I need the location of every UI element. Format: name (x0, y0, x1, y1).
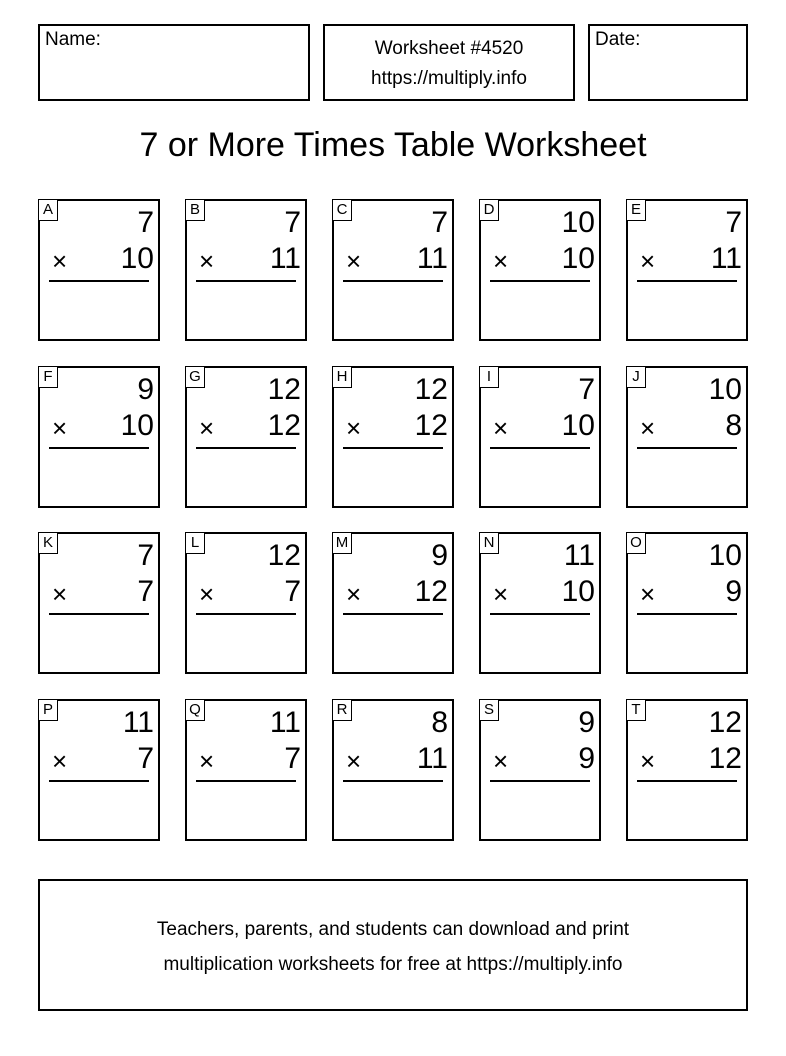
answer-line (490, 280, 590, 282)
multiplier: 8 (725, 409, 742, 442)
multiply-sign-icon: × (346, 246, 362, 276)
multiply-sign-icon: × (493, 579, 509, 609)
multiply-sign-icon: × (640, 579, 656, 609)
problem-letter: H (332, 366, 352, 388)
name-label: Name: (45, 29, 101, 50)
problem-letter: S (479, 699, 499, 721)
multiplier: 12 (267, 409, 301, 442)
worksheet-url: https://multiply.info (371, 68, 527, 89)
multiplier: 12 (414, 409, 448, 442)
answer-line (343, 613, 443, 615)
multiply-sign-icon: × (493, 413, 509, 443)
problem-card[interactable] (38, 366, 160, 508)
multiplier: 7 (137, 742, 154, 775)
multiplicand: 10 (561, 206, 595, 239)
answer-line (637, 613, 737, 615)
problem-letter: N (479, 532, 499, 554)
problem-letter: F (38, 366, 58, 388)
answer-line (637, 780, 737, 782)
multiplier: 9 (578, 742, 595, 775)
multiplier: 7 (284, 575, 301, 608)
multiplier: 11 (269, 242, 301, 275)
worksheet-number: Worksheet #4520 (374, 38, 524, 59)
worksheet-info-box (323, 24, 575, 101)
problem-card[interactable] (332, 199, 454, 341)
answer-line (637, 280, 737, 282)
multiply-sign-icon: × (199, 246, 215, 276)
multiplicand: 11 (269, 706, 301, 739)
multiply-sign-icon: × (52, 413, 68, 443)
problem-letter: P (38, 699, 58, 721)
multiplicand: 12 (708, 706, 742, 739)
problem-card[interactable] (38, 199, 160, 341)
multiply-sign-icon: × (346, 579, 362, 609)
multiplicand: 11 (563, 539, 595, 572)
multiply-sign-icon: × (640, 413, 656, 443)
multiply-sign-icon: × (493, 246, 509, 276)
problem-card[interactable] (38, 532, 160, 674)
multiplicand: 7 (725, 206, 742, 239)
multiplier: 10 (561, 242, 595, 275)
answer-line (196, 780, 296, 782)
answer-line (343, 447, 443, 449)
problem-card[interactable] (185, 199, 307, 341)
problem-card[interactable] (38, 699, 160, 841)
answer-line (49, 280, 149, 282)
problem-letter: Q (185, 699, 205, 721)
footer-box (38, 879, 748, 1011)
problem-card[interactable] (479, 366, 601, 508)
problem-card[interactable] (332, 366, 454, 508)
problem-card[interactable] (185, 699, 307, 841)
multiplier: 12 (414, 575, 448, 608)
multiplicand: 12 (267, 539, 301, 572)
multiplicand: 9 (137, 373, 154, 406)
problem-card[interactable] (479, 199, 601, 341)
multiplicand: 8 (431, 706, 448, 739)
multiplier: 12 (708, 742, 742, 775)
multiplicand: 10 (708, 373, 742, 406)
multiply-sign-icon: × (346, 746, 362, 776)
multiplicand: 7 (431, 206, 448, 239)
multiplicand: 7 (137, 206, 154, 239)
answer-line (49, 780, 149, 782)
problem-letter: E (626, 199, 646, 221)
multiplicand: 7 (284, 206, 301, 239)
answer-line (49, 447, 149, 449)
problem-card[interactable] (626, 699, 748, 841)
date-label: Date: (595, 29, 641, 50)
answer-line (196, 280, 296, 282)
multiply-sign-icon: × (640, 246, 656, 276)
multiply-sign-icon: × (640, 746, 656, 776)
problem-letter: R (332, 699, 352, 721)
multiplier: 11 (416, 742, 448, 775)
problem-letter: M (332, 532, 352, 554)
answer-line (490, 780, 590, 782)
multiply-sign-icon: × (346, 413, 362, 443)
problem-letter: A (38, 199, 58, 221)
problem-letter: T (626, 699, 646, 721)
problem-card[interactable] (626, 366, 748, 508)
multiplier: 10 (120, 242, 154, 275)
problem-card[interactable] (185, 366, 307, 508)
multiplier: 7 (137, 575, 154, 608)
multiplicand: 10 (708, 539, 742, 572)
answer-line (637, 447, 737, 449)
date-field-box[interactable] (588, 24, 748, 101)
multiplicand: 12 (267, 373, 301, 406)
multiply-sign-icon: × (493, 746, 509, 776)
answer-line (490, 447, 590, 449)
multiplier: 10 (561, 409, 595, 442)
footer-line-2: multiplication worksheets for free at https://multiply.info (163, 954, 623, 975)
multiplier: 7 (284, 742, 301, 775)
multiply-sign-icon: × (199, 746, 215, 776)
multiply-sign-icon: × (52, 246, 68, 276)
answer-line (343, 780, 443, 782)
multiplier: 10 (120, 409, 154, 442)
multiplier: 9 (725, 575, 742, 608)
problem-letter: L (185, 532, 205, 554)
multiplicand: 7 (137, 539, 154, 572)
answer-line (196, 613, 296, 615)
name-field-box[interactable] (38, 24, 310, 101)
multiplicand: 7 (578, 373, 595, 406)
multiplier: 11 (710, 242, 742, 275)
problem-letter: G (185, 366, 205, 388)
problem-card[interactable] (332, 699, 454, 841)
problem-letter: J (626, 366, 646, 388)
problem-card[interactable] (479, 532, 601, 674)
multiplier: 11 (416, 242, 448, 275)
problem-letter: C (332, 199, 352, 221)
problem-card[interactable] (626, 199, 748, 341)
multiply-sign-icon: × (52, 746, 68, 776)
answer-line (49, 613, 149, 615)
multiply-sign-icon: × (199, 579, 215, 609)
answer-line (196, 447, 296, 449)
multiplicand: 9 (431, 539, 448, 572)
multiplicand: 11 (122, 706, 154, 739)
multiplicand: 12 (414, 373, 448, 406)
page-title: 7 or More Times Table Worksheet (139, 126, 647, 164)
problem-letter: K (38, 532, 58, 554)
problem-card[interactable] (479, 699, 601, 841)
problem-card[interactable] (185, 532, 307, 674)
problem-letter: D (479, 199, 499, 221)
problem-card[interactable] (626, 532, 748, 674)
multiplier: 10 (561, 575, 595, 608)
answer-line (490, 613, 590, 615)
footer-line-1: Teachers, parents, and students can download and print (156, 919, 630, 940)
problem-card[interactable] (332, 532, 454, 674)
problem-letter: I (479, 366, 499, 388)
multiply-sign-icon: × (199, 413, 215, 443)
answer-line (343, 280, 443, 282)
problem-letter: O (626, 532, 646, 554)
problem-letter: B (185, 199, 205, 221)
multiply-sign-icon: × (52, 579, 68, 609)
multiplicand: 9 (578, 706, 595, 739)
